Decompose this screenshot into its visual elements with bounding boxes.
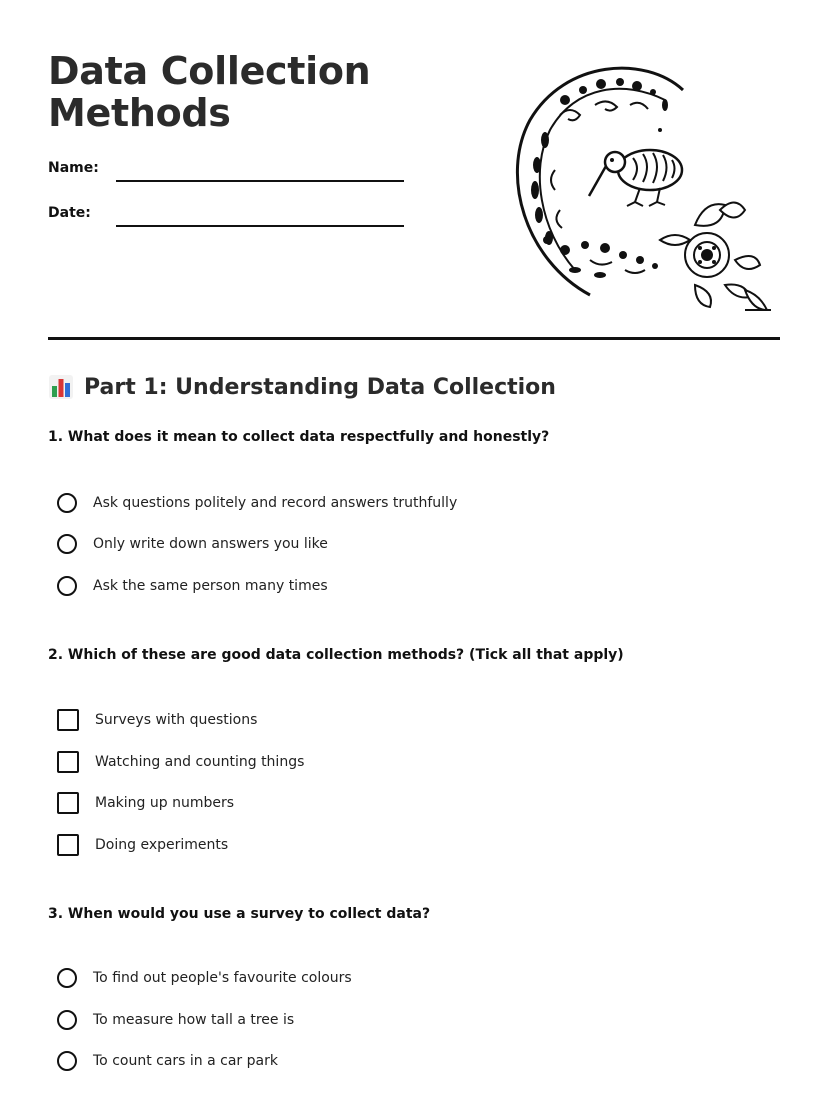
radio-button[interactable]: [57, 968, 77, 988]
section-heading: [48, 374, 556, 400]
bar-chart-icon: [48, 374, 74, 400]
question-1-option-1[interactable]: [57, 491, 457, 515]
question-2: 2. Which of these are good data collection methods? (Tick all that apply): [48, 647, 624, 663]
option-label: Ask the same person many times: [93, 578, 328, 594]
question-3: 3. When would you use a survey to collect data?: [48, 906, 431, 922]
question-2-option-2[interactable]: [57, 750, 304, 774]
question-2-option-1[interactable]: [57, 708, 257, 732]
option-label: Watching and counting things: [95, 754, 305, 770]
kiwi-bird-floral-illustration: [505, 60, 780, 315]
section-divider: [48, 337, 780, 340]
question-3-option-1[interactable]: [57, 966, 352, 990]
checkbox[interactable]: [57, 709, 79, 731]
question-3-option-3[interactable]: [57, 1049, 278, 1073]
page-title-line-1: Data Collection: [48, 49, 371, 93]
section-heading-text: Part 1: Understanding Data Collection: [84, 374, 556, 400]
option-label: To count cars in a car park: [93, 1053, 278, 1069]
question-3-option-2[interactable]: [57, 1008, 294, 1032]
page-title-line-2: Methods: [48, 91, 231, 135]
option-label: Only write down answers you like: [93, 536, 328, 552]
option-label: Making up numbers: [95, 795, 235, 811]
option-label: Doing experiments: [95, 837, 229, 853]
option-label: Surveys with questions: [95, 712, 258, 728]
question-1: 1. What does it mean to collect data respectfully and honestly?: [48, 429, 550, 445]
question-2-option-4[interactable]: [57, 833, 228, 857]
question-1-option-2[interactable]: [57, 532, 328, 556]
radio-button[interactable]: [57, 1051, 77, 1071]
radio-button[interactable]: [57, 493, 77, 513]
question-2-option-3[interactable]: [57, 791, 234, 815]
option-label: To measure how tall a tree is: [93, 1012, 295, 1028]
radio-button[interactable]: [57, 1010, 77, 1030]
name-label: Name:: [48, 160, 99, 176]
name-field[interactable]: [116, 180, 404, 182]
checkbox[interactable]: [57, 834, 79, 856]
radio-button[interactable]: [57, 576, 77, 596]
page-title: [48, 50, 370, 134]
checkbox[interactable]: [57, 792, 79, 814]
date-label: Date:: [48, 205, 91, 221]
radio-button[interactable]: [57, 534, 77, 554]
date-field[interactable]: [116, 225, 404, 227]
question-1-option-3[interactable]: [57, 574, 328, 598]
option-label: Ask questions politely and record answers truthfully: [93, 495, 458, 511]
option-label: To find out people's favourite colours: [93, 970, 352, 986]
checkbox[interactable]: [57, 751, 79, 773]
